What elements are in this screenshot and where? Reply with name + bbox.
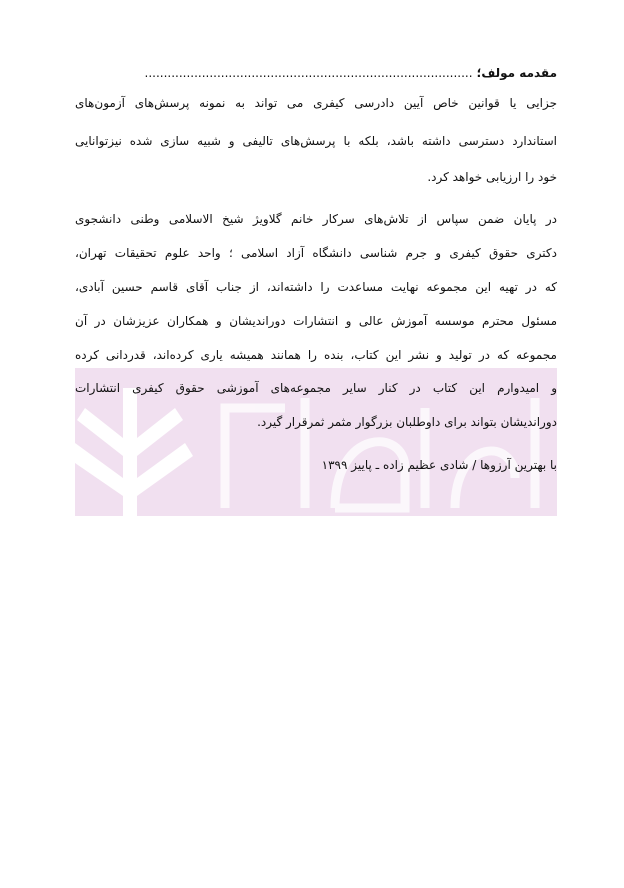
text-line: دکتری حقوق کیفری و جرم شناسی دانشگاه آزاد اسلامی ؛ واحد علوم تحقیقات تهران، [75, 246, 557, 260]
text-line: که در تهیه این مجموعه نهایت مساعدت را داشته‌اند، از جناب آقای قاسم حسین آبادی، [75, 280, 557, 294]
heading-title: مقدمه مولف؛ [476, 66, 557, 80]
text-line: مجموعه که در تولید و نشر این کتاب، بنده را همانند همیشه یاری کرده‌اند، قدردانی کرده [75, 348, 557, 362]
text-line: و امیدوارم این کتاب در کنار سایر مجموعه‌های آموزشی حقوق کیفری انتشارات [75, 381, 557, 395]
text-line: خود را ارزیابی خواهد کرد. [427, 170, 557, 184]
text-line: در پایان ضمن سپاس از تلاش‌های سرکار خانم گلاویژ شیخ الاسلامی وطنی دانشجوی [75, 212, 557, 226]
section-heading [145, 66, 557, 80]
text-line: جزایی یا قوانین خاص آیین دادرسی کیفری می تواند به نمونه پرسش‌های آزمون‌های [75, 96, 557, 110]
heading-dots: ...................................................................................... [144, 66, 473, 80]
text-line: دوراندیشان بتواند برای داوطلبان بزرگوار مثمر ثمرقرار گیرد. [257, 415, 557, 429]
text-line: استاندارد دسترسی داشته باشد، بلکه با پرسش‌های تالیفی و شبیه سازی شده نیزتوانایی [75, 134, 557, 148]
text-line: مسئول محترم موسسه آموزش عالی و انتشارات دوراندیشان و همکاران عزیزشان در آن [75, 314, 557, 328]
signature: با بهترین آرزوها / شادی عظیم زاده ـ پاییز ۱۳۹۹ [321, 458, 557, 472]
